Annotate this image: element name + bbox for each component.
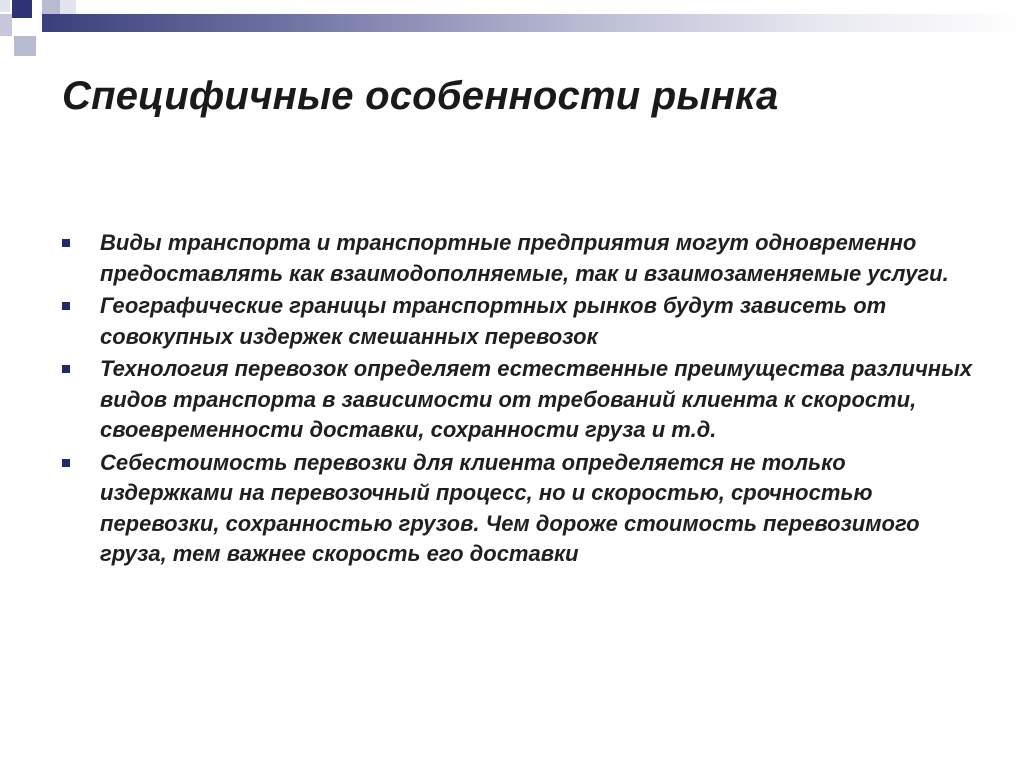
decor-square	[0, 0, 10, 12]
top-gradient-bar	[42, 14, 1024, 32]
slide-title: Специфичные особенности рынка	[62, 74, 779, 118]
decor-square	[14, 36, 36, 56]
decor-square	[42, 0, 60, 14]
bullet-item	[56, 448, 976, 570]
bullet-text: Технология перевозок определяет естественные преимущества различных видов транспорта в зависимости от требований клиента к скорости, своевременности доставки, сохранности груза и т.д.	[100, 356, 973, 442]
bullet-list	[56, 228, 976, 572]
square-bullet-icon	[62, 365, 70, 373]
bullet-item	[56, 291, 976, 352]
decor-square	[12, 0, 32, 18]
square-bullet-icon	[62, 239, 70, 247]
square-bullet-icon	[62, 302, 70, 310]
bullet-text: Виды транспорта и транспортные предприятия могут одновременно предоставлять как взаимодополняемые, так и взаимозаменяемые услуги.	[100, 230, 949, 286]
bullet-text: Себестоимость перевозки для клиента определяется не только издержками на перевозочный процесс, но и скоростью, срочностью перевозки, сохранностью грузов. Чем дороже стоимость перевозимого груза, тем важнее скорость его доставки	[100, 449, 920, 566]
square-bullet-icon	[62, 459, 70, 467]
bullet-text: Географические границы транспортных рынков будут зависеть от совокупных издержек смешанных перевозок	[100, 293, 887, 349]
bullet-item	[56, 228, 976, 289]
decor-square	[0, 14, 12, 36]
decor-square	[60, 0, 76, 14]
bullet-item	[56, 354, 976, 446]
